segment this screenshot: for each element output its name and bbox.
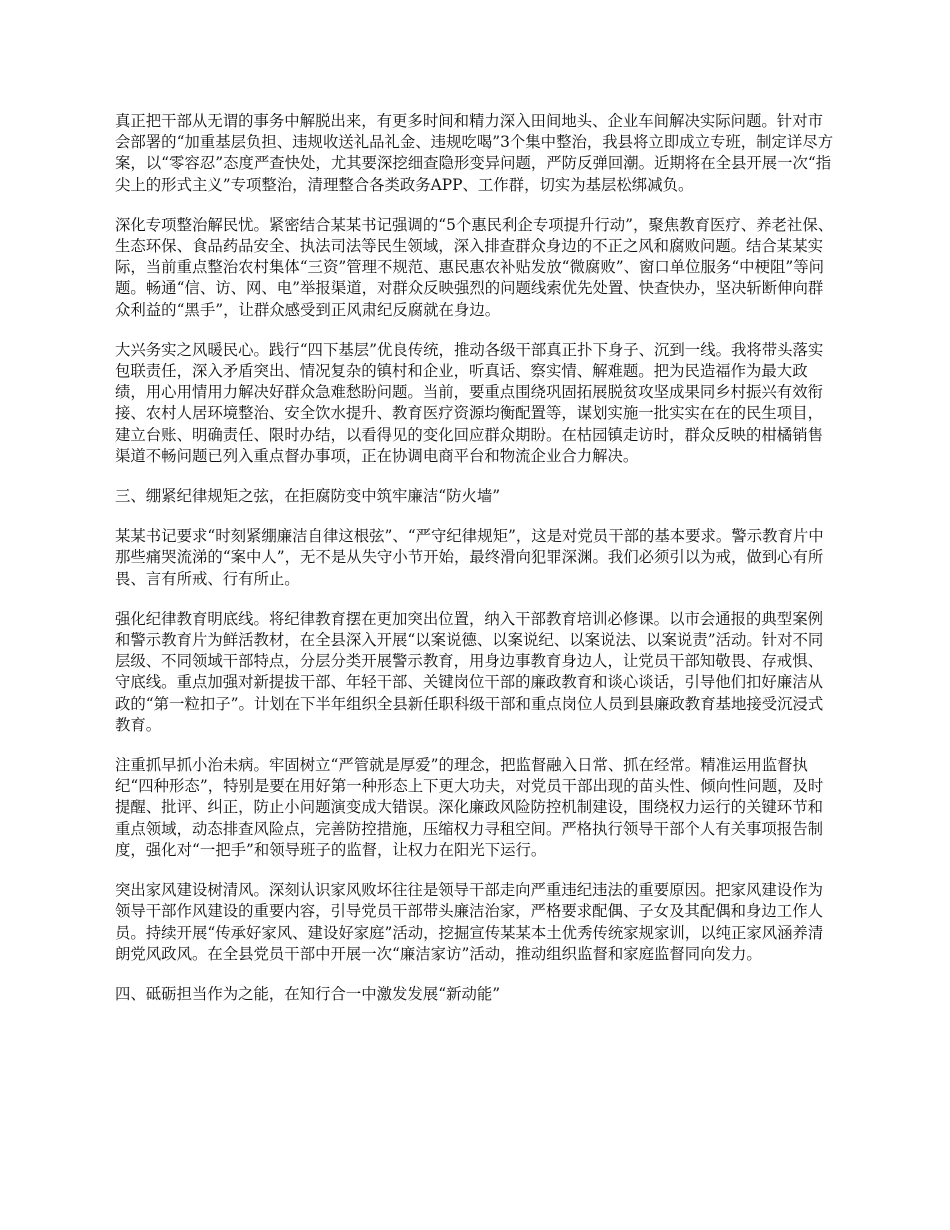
paragraph-discipline-intro: 某某书记要求“时刻紧绷廉洁自律这根弦”、“严守纪律规矩”，这是对党员干部的基本要求。警示教育片中那些痛哭流涕的“案中人”，无不是从失守小节开始，最终滑向犯罪深渊。我们必须引以为戒，做到心有所畏、言有所戒、行有所止。: [115, 527, 824, 588]
paragraph-special-rectification: 深化专项整治解民忧。紧密结合某某书记强调的“5个惠民利企专项提升行动”，聚焦教育医疗、养老社保、生态环保、食品药品安全、执法司法等民生领域，深入排查群众身边的不正之风和腐败问题。结合某某实际，当前重点整治农村集体“三资”管理不规范、惠民惠农补贴发放“微腐败”、窗口单位服务“中梗阻”等问题。畅通“信、访、网、电”举报渠道，对群众反映强烈的问题线索优先处置、快查快办，坚决斩断伸向群众利益的“黑手”，让群众感受到正风肃纪反腐就在身边。: [115, 215, 834, 319]
paragraph-early-prevention: 注重抓早抓小治未病。牢固树立“严管就是厚爱”的理念，把监督融入日常、抓在经常。精准运用监督执纪“四种形态”，特别是要在用好第一种形态上下更大功夫，对党员干部出现的苗头性、倾向性问题，及时提醒、批评、纠正，防止小问题演变成大错误。深化廉政风险防控机制建设，围绕权力运行的关键环节和重点领域，动态排查风险点，完善防控措施，压缩权力寻租空间。严格执行领导干部个人有关事项报告制度，强化对“一把手”和领导班子的监督，让权力在阳光下运行。: [115, 756, 824, 859]
paragraph-practical-style: 大兴务实之风暖民心。践行“四下基层”优良传统，推动各级干部真正扑下身子、沉到一线。我将带头落实包联责任，深入矛盾突出、情况复杂的镇村和企业，听真话、察实情、解难题。把为民造福作为最大政绩，用心用情用力解决好群众急难愁盼问题。当前，要重点围绕巩固拓展脱贫攻坚成果同乡村振兴有效衔接、农村人居环境整治、安全饮水提升、教育医疗资源均衡配置等，谋划实施一批实实在在的民生项目，建立台账、明确责任、限时办结，以看得见的变化回应群众期盼。在枯园镇走访时，群众反映的柑橘销售渠道不畅问题已列入重点督办事项，正在协调电商平台和物流企业合力解决。: [115, 340, 824, 465]
paragraph-discipline-education: 强化纪律教育明底线。将纪律教育摆在更加突出位置，纳入干部教育培训必修课。以市会通报的典型案例和警示教育片为鲜活教材，在全县深入开展“以案说德、以案说纪、以案说法、以案说责”活动。针对不同层级、不同领域干部特点，分层分类开展警示教育，用身边事教育身边人，让党员干部知敬畏、存戒惧、守底线。重点加强对新提拔干部、年轻干部、关键岗位干部的廉政教育和谈心谈话，引导他们扣好廉洁从政的“第一粒扣子”。计划在下半年组织全县新任职科级干部和重点岗位人员到县廉政教育基地接受沉浸式教育。: [115, 609, 824, 734]
paragraph-work-burden-reduction: 真正把干部从无谓的事务中解脱出来，有更多时间和精力深入田间地头、企业车间解决实际问题。针对市会部署的“加重基层负担、违规收送礼品礼金、违规吃喝”3个集中整治，我县将立即成立专班，制定详尽方案，以“零容忍”态度严查快处，尤其要深挖细查隐形变异问题，严防反弹回潮。近期将在全县开展一次“指尖上的形式主义”专项整治，清理整合各类政务APP、工作群，切实为基层松绑减负。: [115, 112, 834, 194]
section-heading-four: 四、砥砺担当作为之能，在知行合一中激发发展“新动能”: [115, 984, 501, 1003]
section-heading-three: 三、绷紧纪律规矩之弦，在拒腐防变中筑牢廉洁“防火墙”: [115, 487, 501, 506]
paragraph-family-style: 突出家风建设树清风。深刻认识家风败坏往往是领导干部走向严重违纪违法的重要原因。把家风建设作为领导干部作风建设的重要内容，引导党员干部带头廉洁治家，严格要求配偶、子女及其配偶和身边工作人员。持续开展“传承好家风、建设好家庭”活动，挖掘宣传某某本土优秀传统家规家训，以纯正家风涵养清朗党风政风。在全县党员干部中开展一次“廉洁家访”活动，推动组织监督和家庭监督同向发力。: [115, 881, 824, 963]
